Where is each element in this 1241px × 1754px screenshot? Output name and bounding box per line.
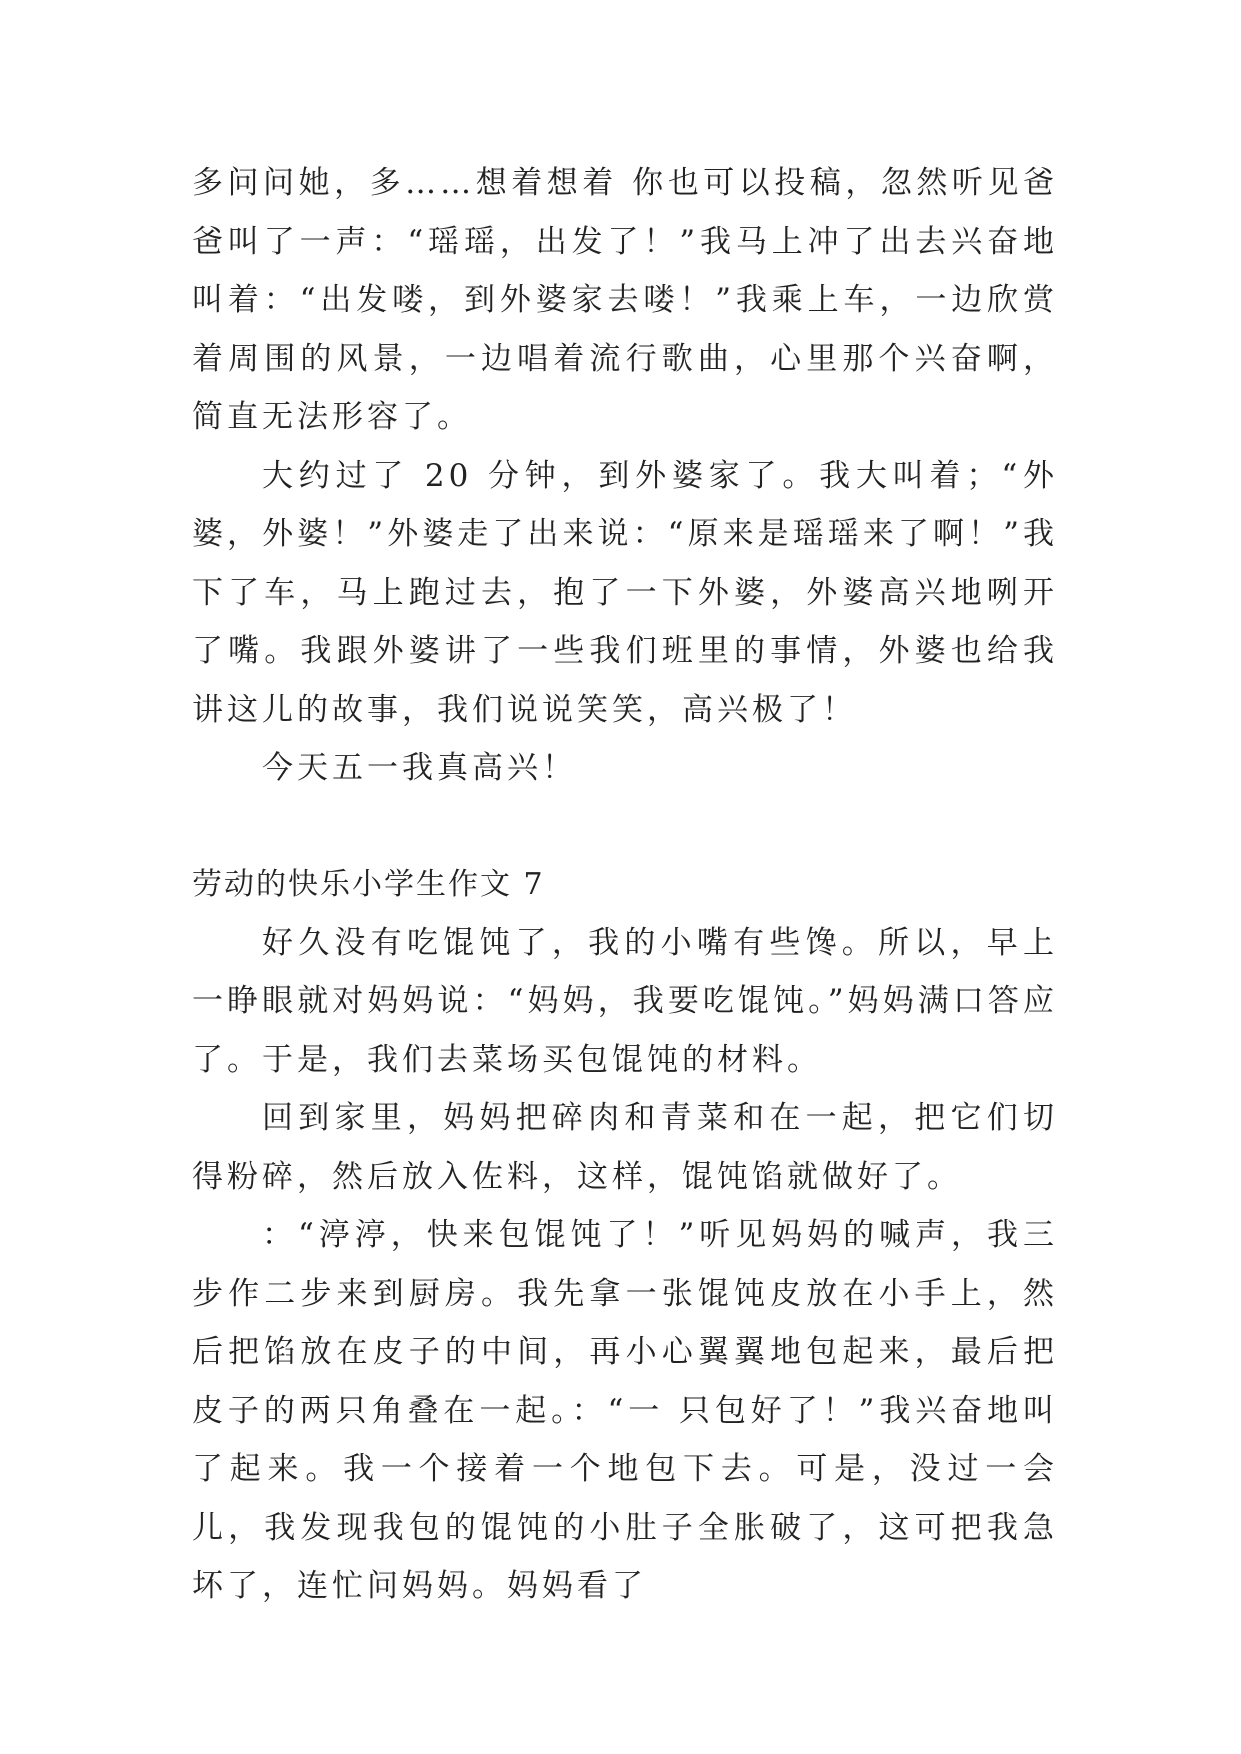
paragraph: 今天五一我真高兴！	[262, 750, 577, 786]
section-title: 劳动的快乐小学生作文 7	[192, 866, 545, 902]
paragraph: 好久没有吃馄饨了，我的小嘴有些馋。所以，早上一睁眼就对妈妈说：“妈妈，我要吃馄饨。”妈妈满口答应了。于是，我们去菜场买包馄饨的材料。	[192, 924, 1058, 1078]
paragraph: 回到家里，妈妈把碎肉和青菜和在一起，把它们切得粉碎，然后放入佐料，这样，馄饨馅就做好了。	[192, 1100, 1058, 1195]
paragraph: 大约过了 20 分钟，到外婆家了。我大叫着；“外婆，外婆！”外婆走了出来说：“原来是瑶瑶来了啊！”我下了车，马上跑过去，抱了一下外婆，外婆高兴地咧开了嘴。我跟外婆讲了一些我们班里的事情，外婆也给我讲这儿的故事，我们说说笑笑，高兴极了！	[192, 457, 1058, 728]
paragraph: ：“渟渟，快来包馄饨了！”听见妈妈的喊声，我三步作二步来到厨房。我先拿一张馄饨皮放在小手上，然后把馅放在皮子的中间，再小心翼翼地包起来，最后把皮子的两只角叠在一起。：“一 只包好了！”我兴奋地叫了起来。我一个接着一个地包下去。可是，没过一会儿，我发现我包的馄饨的小肚子全胀破了，这可把我急坏了，连忙问妈妈。妈妈看了	[192, 1217, 1058, 1604]
paragraph: 多问问她，多……想着想着 你也可以投稿，忽然听见爸爸叫了一声：“瑶瑶，出发了！”我马上冲了出去兴奋地叫着：“出发喽，到外婆家去喽！”我乘上车，一边欣赏着周围的风景，一边唱着流行歌曲，心里那个兴奋啊，简直无法形容了。	[192, 165, 1058, 435]
document-body	[192, 154, 1058, 1616]
section-spacer	[192, 798, 1058, 856]
